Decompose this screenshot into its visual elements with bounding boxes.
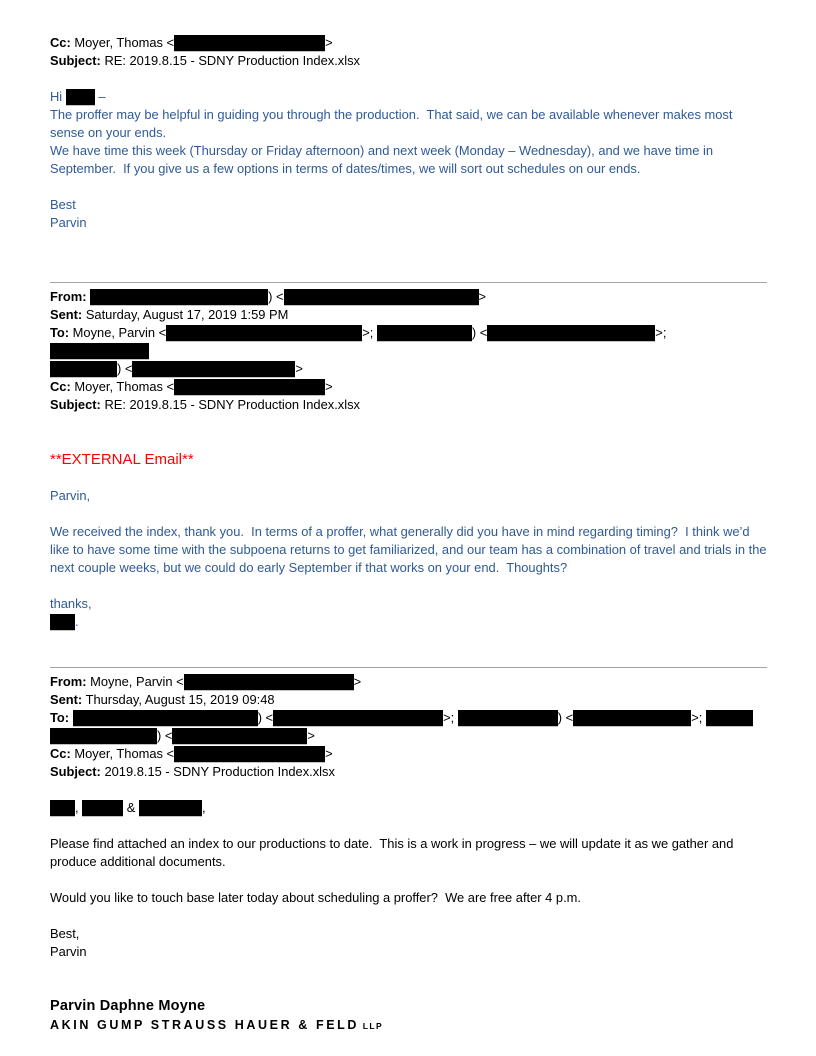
angle-close: >	[325, 379, 333, 394]
cc-label: Cc:	[50, 379, 71, 394]
redaction-box	[284, 289, 479, 305]
angle-close: >	[325, 35, 333, 50]
email2-to-line-1	[50, 324, 767, 360]
llp-text: LLP	[362, 1021, 384, 1031]
signature-name: Parvin Daphne Moyne	[50, 998, 206, 1014]
greeting-prefix: Hi	[50, 89, 66, 104]
redaction-box	[50, 361, 117, 377]
sent-value: Thursday, August 15, 2019 09:48	[82, 692, 275, 707]
redaction-box	[166, 325, 362, 341]
from-value: Moyne, Parvin <	[86, 674, 184, 689]
redaction-box	[66, 89, 95, 105]
email3-paragraph-1: Please find attached an index to our productions to date. This is a work in progress – we will update it as we gather and produce additional documents.	[50, 836, 737, 869]
blank-line	[50, 907, 767, 925]
redaction-box	[174, 379, 325, 395]
email2-sent-line	[50, 306, 767, 324]
subject-value: RE: 2019.8.15 - SDNY Production Index.xlsx	[100, 53, 361, 68]
sent-value: Saturday, August 17, 2019 1:59 PM	[82, 307, 289, 322]
redaction-box	[458, 710, 558, 726]
external-email-banner: **EXTERNAL Email**	[50, 451, 194, 468]
redaction-box	[377, 325, 472, 341]
angle-close-semi: >;	[655, 325, 670, 340]
sent-label: Sent:	[50, 307, 83, 322]
email2-to-line-2	[50, 360, 767, 378]
angle-close: >	[295, 361, 303, 376]
cc-value: Moyer, Thomas <	[70, 35, 175, 50]
redaction-box	[82, 800, 123, 816]
blank-line	[50, 70, 767, 88]
email2-closing: thanks,	[50, 596, 92, 611]
subject-label: Subject:	[50, 53, 101, 68]
blank-line	[50, 178, 767, 196]
redaction-box	[184, 674, 354, 690]
angle-close: >	[325, 746, 333, 761]
greeting-suffix: –	[94, 89, 106, 104]
blank-space	[50, 414, 767, 451]
angle-close: >	[478, 289, 487, 304]
email3-paragraph-2: Would you like to touch base later today about scheduling a proffer? We are free after 4 p.m.	[50, 890, 581, 905]
email3-signoff: Parvin	[50, 944, 87, 959]
angle-close-semi: >;	[362, 325, 377, 340]
email-divider	[50, 667, 767, 668]
redaction-box	[50, 343, 149, 359]
email2-greeting: Parvin,	[50, 488, 91, 503]
paren-angle-open: ) <	[471, 325, 488, 340]
subject-value: 2019.8.15 - SDNY Production Index.xlsx	[100, 764, 335, 779]
email1-signoff: Parvin	[50, 215, 87, 230]
blank-line	[50, 505, 767, 523]
paren-angle-open: ) <	[557, 710, 574, 725]
redaction-box	[172, 728, 307, 744]
email3-cc-line	[50, 745, 767, 763]
blank-line	[50, 469, 767, 487]
firm-llp-suffix	[359, 1021, 383, 1031]
email2-subject-line	[50, 396, 767, 414]
email2-from-line	[50, 288, 767, 306]
email3-to-line-2	[50, 727, 767, 745]
email3-greeting-redacted	[50, 799, 767, 817]
angle-close-semi: >;	[691, 710, 706, 725]
redaction-box	[50, 728, 157, 744]
email2-paragraph-1: We received the index, thank you. In terms of a proffer, what generally did you have in mind regarding timing? I think we’d like to have some time with the subpoena returns to get familiarized, and our team has a combination of travel and trials in the next couple weeks, but we could do early September if that works on your end. Thoughts?	[50, 524, 771, 575]
angle-close-semi: >;	[443, 710, 458, 725]
email3-to-line-1	[50, 709, 767, 727]
cc-value: Moyer, Thomas <	[70, 379, 175, 394]
comma: ,	[201, 800, 206, 815]
blank-space	[50, 631, 767, 667]
email-divider	[50, 282, 767, 283]
blank-line	[50, 817, 767, 835]
subject-label: Subject:	[50, 764, 101, 779]
email1-subject-line	[50, 52, 767, 70]
subject-label: Subject:	[50, 397, 101, 412]
blank-space	[50, 232, 767, 282]
redaction-box	[706, 710, 753, 726]
blank-line	[50, 871, 767, 889]
redaction-box	[73, 710, 258, 726]
email2-signoff-redacted	[50, 613, 767, 631]
paren-angle-open: ) <	[117, 361, 133, 376]
paren-angle-open: ) <	[257, 710, 274, 725]
redaction-box	[174, 746, 325, 762]
paren-angle-open: ) <	[157, 728, 173, 743]
email3-sent-line	[50, 691, 767, 709]
angle-close: >	[307, 728, 315, 743]
to-label: To:	[50, 325, 70, 340]
angle-close: >	[353, 674, 362, 689]
cc-value: Moyer, Thomas <	[70, 746, 175, 761]
redaction-box	[487, 325, 655, 341]
blank-line	[50, 781, 767, 799]
cc-label: Cc:	[50, 746, 71, 761]
redaction-box	[174, 35, 325, 51]
redaction-box	[50, 614, 75, 630]
blank-space	[50, 961, 767, 997]
redaction-box	[273, 710, 443, 726]
redaction-box	[90, 289, 268, 305]
firm-name: AKIN GUMP STRAUSS HAUER & FELD	[50, 1018, 360, 1032]
email1-greeting	[50, 88, 767, 106]
ampersand: &	[123, 800, 139, 815]
to-label: To:	[50, 710, 70, 725]
email3-subject-line	[50, 763, 767, 781]
email3-from-line	[50, 673, 767, 691]
email1-paragraph-2: We have time this week (Thursday or Friday afternoon) and next week (Monday – Wednesday), and we have time in September. If you give us a few options in terms of dates/times, we will sort out schedules on our ends.	[50, 143, 717, 176]
email3-closing: Best,	[50, 926, 80, 941]
cc-label: Cc:	[50, 35, 71, 50]
from-label: From:	[50, 674, 87, 689]
email1-closing: Best	[50, 197, 76, 212]
signature-firm	[50, 1016, 767, 1036]
redaction-box	[50, 800, 75, 816]
redaction-box	[139, 800, 202, 816]
subject-value: RE: 2019.8.15 - SDNY Production Index.xlsx	[100, 397, 361, 412]
email1-paragraph-1: The proffer may be helpful in guiding you through the production. That said, we can be available whenever makes most sense on your ends.	[50, 107, 737, 140]
from-label: From:	[50, 289, 87, 304]
to-value: Moyne, Parvin <	[69, 325, 167, 340]
paren-angle-open: ) <	[268, 289, 284, 304]
redaction-box	[132, 361, 295, 377]
comma: ,	[75, 800, 83, 815]
redaction-box	[573, 710, 691, 726]
sent-label: Sent:	[50, 692, 83, 707]
email2-cc-line	[50, 378, 767, 396]
blank-line	[50, 577, 767, 595]
period: .	[75, 614, 79, 629]
email1-cc-line	[50, 34, 767, 52]
